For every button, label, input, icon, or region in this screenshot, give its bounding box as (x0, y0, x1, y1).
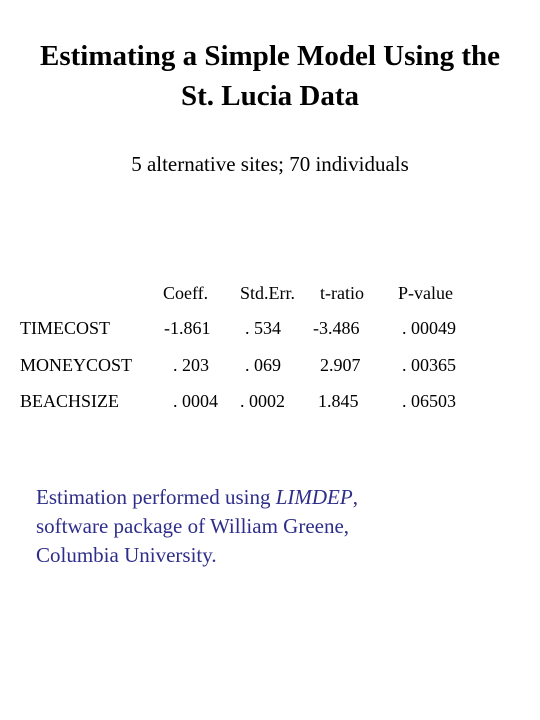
cell-pvalue: . 00365 (402, 355, 456, 375)
cell-pvalue: . 00049 (402, 318, 456, 338)
cell-stderr: . 069 (245, 355, 281, 375)
cell-stderr: . 534 (245, 318, 281, 338)
cell-tratio: -3.486 (313, 318, 360, 338)
cell-tratio: 2.907 (320, 355, 361, 375)
header-coeff: Coeff. (163, 283, 209, 303)
cell-coeff: . 0004 (173, 391, 218, 411)
row-label-timecost: TIMECOST (20, 318, 110, 338)
slide-subtitle: 5 alternative sites; 70 individuals (131, 152, 409, 176)
title-line-1: Estimating a Simple Model Using the (40, 40, 500, 72)
estimation-note (36, 483, 506, 570)
note-line-1 (36, 483, 506, 512)
title-line-2: St. Lucia Data (180, 80, 360, 112)
cell-tratio: 1.845 (318, 391, 359, 411)
note-text: Estimation performed using (36, 485, 276, 509)
row-label-beachsize: BEACHSIZE (20, 391, 119, 411)
cell-coeff: -1.861 (164, 318, 211, 338)
note-line-3: Columbia University. (36, 543, 217, 567)
cell-pvalue: . 06503 (402, 391, 456, 411)
note-punct: , (352, 485, 358, 509)
header-tratio: t-ratio (320, 283, 364, 303)
software-name: LIMDEP (275, 485, 353, 509)
cell-stderr: . 0002 (240, 391, 285, 411)
cell-coeff: . 203 (173, 355, 209, 375)
header-stderr: Std.Err. (240, 283, 296, 303)
note-line-2: software package of William Greene, (36, 514, 350, 538)
header-pvalue: P-value (398, 283, 453, 303)
row-label-moneycost: MONEYCOST (20, 355, 133, 375)
